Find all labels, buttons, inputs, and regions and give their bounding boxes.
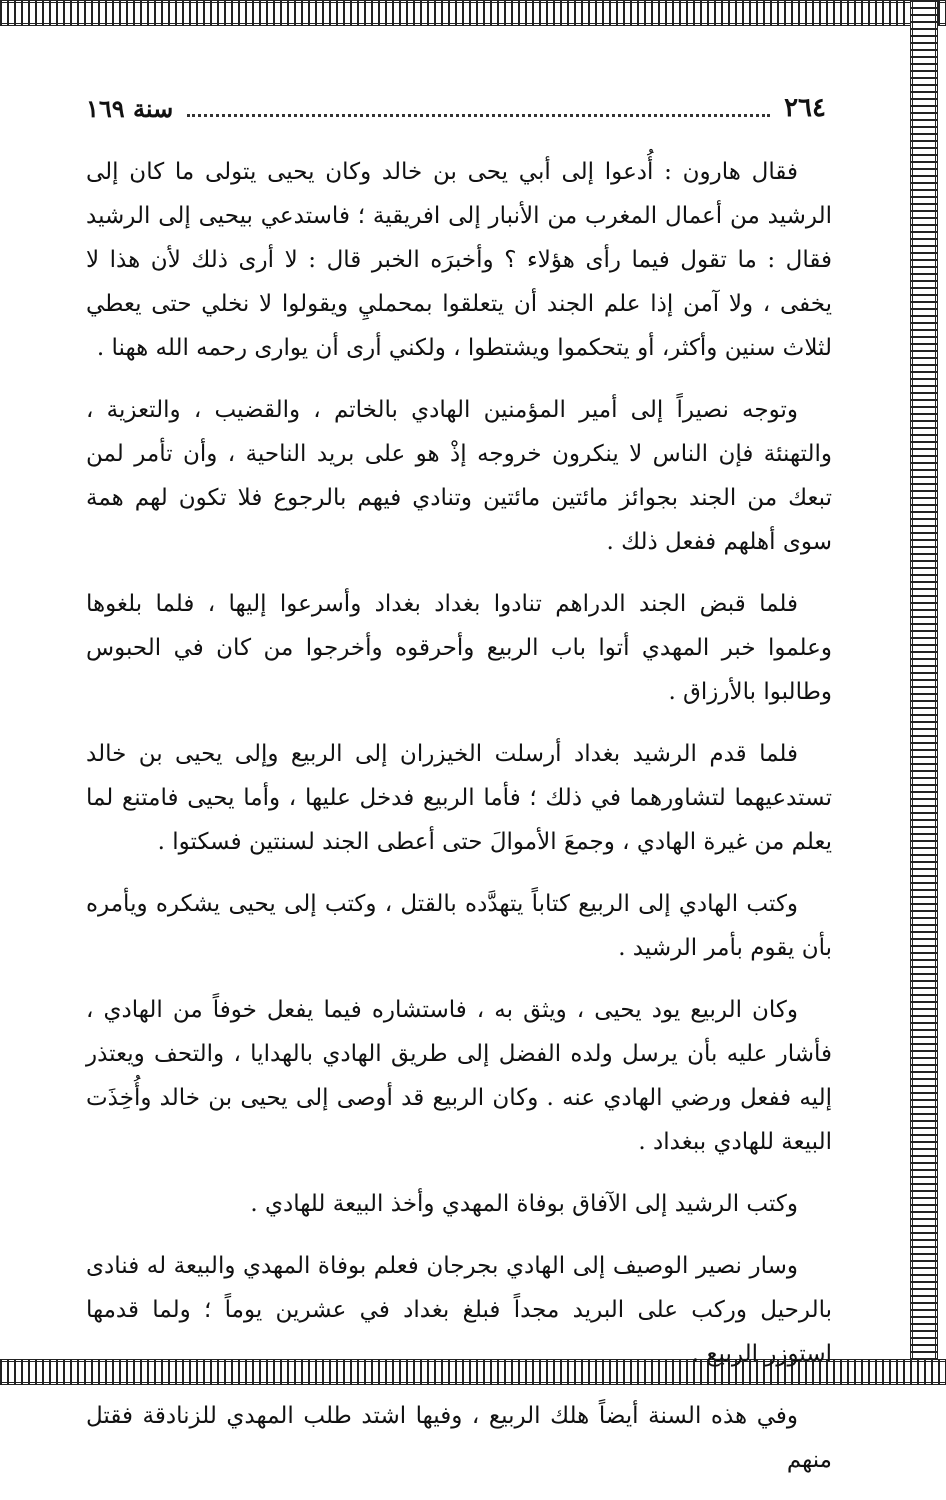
page-body (86, 150, 832, 1500)
page-header (86, 88, 826, 128)
page-number: ٢٦٤ (784, 93, 826, 123)
paragraph-9: وفي هذه السنة أيضاً هلك الربيع ، وفيها اشتد طلب المهدي للزنادقة فقتل منهم (86, 1403, 832, 1473)
paragraph-6: وكان الربيع يود يحيى ، ويثق به ، فاستشاره فيما يفعل خوفاً من الهادي ، فأشار عليه بأن يرسل ولده الفضل إلى طريق الهادي بالهدايا ، والتحف ويعتذر إليه ففعل ورضي الهادي عنه . وكان الربيع قد أوصى إلى يحيى بن خالد وأُخِذَت البيعة للهادي ببغداد . (86, 997, 832, 1155)
paragraph-3: فلما قبض الجند الدراهم تنادوا بغداد بغداد وأسرعوا إليها ، فلما بلغوها وعلموا خبر المهدي أتوا باب الربيع وأحرقوه وأخرجوا من كان في الحبوس وطالبوا بالأرزاق . (86, 591, 832, 705)
paragraph-1: فقال هارون : أُدعوا إلى أبي يحى بن خالد وكان يحيى يتولى ما كان إلى الرشيد من أعمال المغرب من الأنبار إلى افريقية ؛ فاستدعي بيحيى إلى الرشيد فقال : ما تقول فيما رأى هؤلاء ؟ وأخبرَه الخبر قال : لا أرى ذلك لأن هذا لا يخفى ، ولا آمن إذا علم الجند أن يتعلقوا بمحمليِ ويقولوا لا نخلي حتى يعطي لثلاث سنين وأكثر، أو يتحكموا ويشتطوا ، ولكني أرى أن يوارى رحمه الله ههنا . (86, 159, 832, 361)
paragraph-8: وسار نصير الوصيف إلى الهادي بجرجان فعلم بوفاة المهدي والبيعة له فنادى بالرحيل وركب على البريد مجداً فبلغ بغداد في عشرين يوماً ؛ ولما قدمها استوزر الربيع . (86, 1253, 832, 1367)
top-ornamental-border (0, 0, 946, 26)
paragraph-7: وكتب الرشيد إلى الآفاق بوفاة المهدي وأخذ البيعة للهادي . (250, 1191, 798, 1217)
paragraph-5: وكتب الهادي إلى الربيع كتاباً يتهدَّده بالقتل ، وكتب إلى يحيى يشكره ويأمره بأن يقوم بأمر الرشيد . (86, 891, 832, 961)
right-ornamental-border (910, 0, 938, 1385)
header-dotted-leader (187, 100, 770, 117)
paragraph-4: فلما قدم الرشيد بغداد أرسلت الخيزران إلى الربيع وإلى يحيى بن خالد تستدعيهما لتشاورهما في ذلك ؛ فأما الربيع فدخل عليها ، وأما يحيى فامتنع لما يعلم من غيرة الهادي ، وجمعَ الأموالَ حتى أعطى الجند لسنتين فسكتوا . (86, 741, 832, 855)
paragraph-2: وتوجه نصيراً إلى أمير المؤمنين الهادي بالخاتم ، والقضيب ، والتعزية ، والتهنئة فإن الناس لا ينكرون خروجه إذْ هو على بريد الناحية ، وأن تأمر لمن تبعك من الجند بجوائز مائتين مائتين وتنادي فيهم بالرجوع فلا تكون لهم همة سوى أهلهم ففعل ذلك . (86, 397, 832, 555)
running-title: سنة ١٦٩ (86, 93, 174, 123)
